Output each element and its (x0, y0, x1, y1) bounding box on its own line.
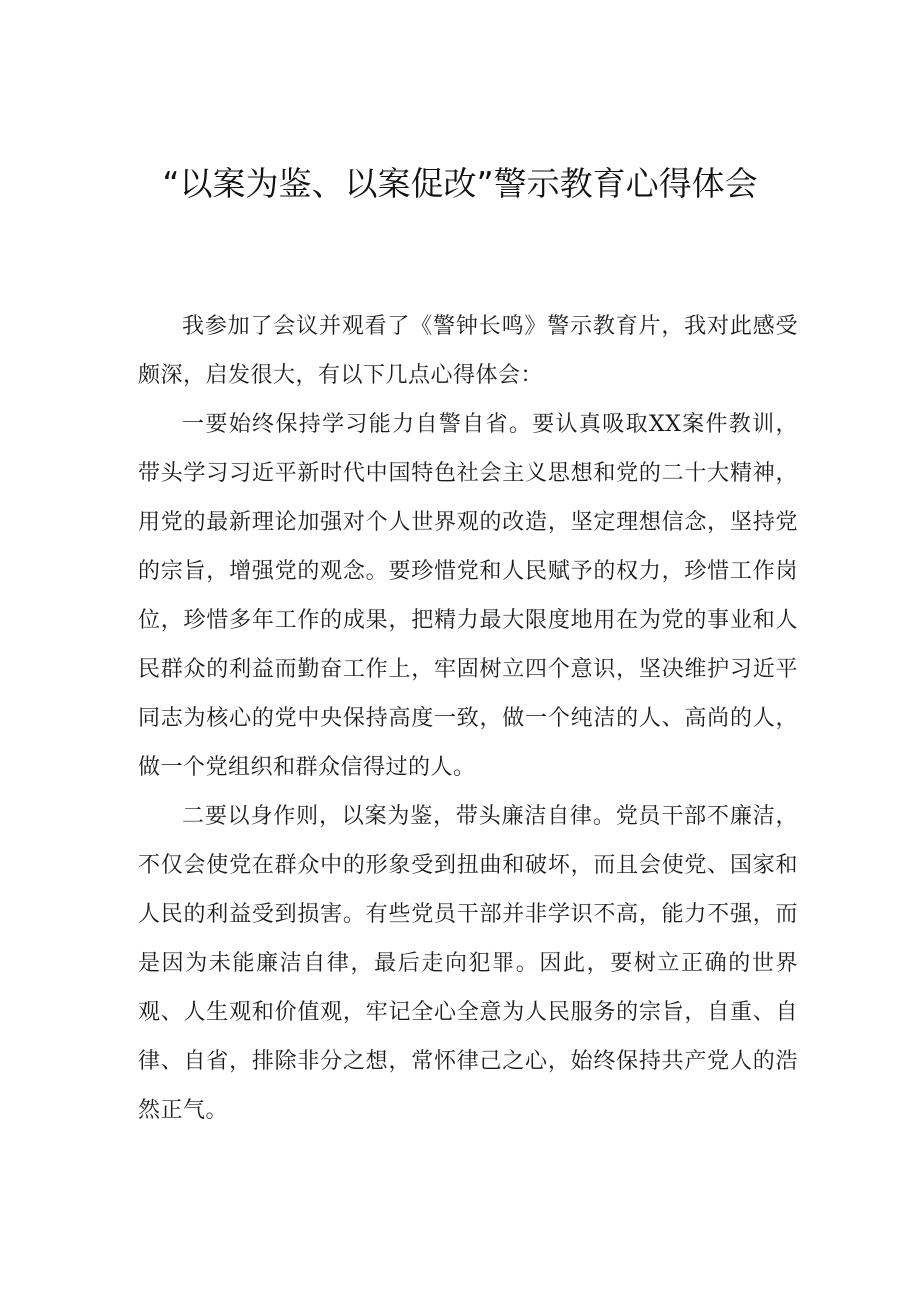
document-title: “以案为鉴、以案促改”警示教育心得体会 (162, 164, 758, 203)
document-body (138, 302, 798, 1135)
paragraph-point-two: 二要以身作则，以案为鉴，带头廉洁自律。党员干部不廉洁，不仅会使党在群众中的形象受到扭曲和破坏，而且会使党、国家和人民的利益受到损害。有些党员干部并非学识不高，能力不强，而是因为未能廉洁自律，最后走向犯罪。因此，要树立正确的世界观、人生观和价值观，牢记全心全意为人民服务的宗旨，自重、自律、自省，排除非分之想，常怀律己之心，始终保持共产党人的浩然正气。 (138, 804, 798, 1123)
paragraph-intro: 我参加了会议并观看了《警钟长鸣》警示教育片，我对此感受颇深，启发很大，有以下几点心得体会： (138, 314, 798, 388)
paragraph-point-one: 一要始终保持学习能力自警自省。要认真吸取XX案件教训，带头学习习近平新时代中国特色社会主义思想和党的二十大精神，用党的最新理论加强对个人世界观的改造，坚定理想信念，坚持党的宗旨，增强党的观念。要珍惜党和人民赋予的权力，珍惜工作岗位，珍惜多年工作的成果，把精力最大限度地用在为党的事业和人民群众的利益而勤奋工作上，牢固树立四个意识，坚决维护习近平同志为核心的党中央保持高度一致，做一个纯洁的人、高尚的人，做一个党组织和群众信得过的人。 (138, 412, 798, 780)
